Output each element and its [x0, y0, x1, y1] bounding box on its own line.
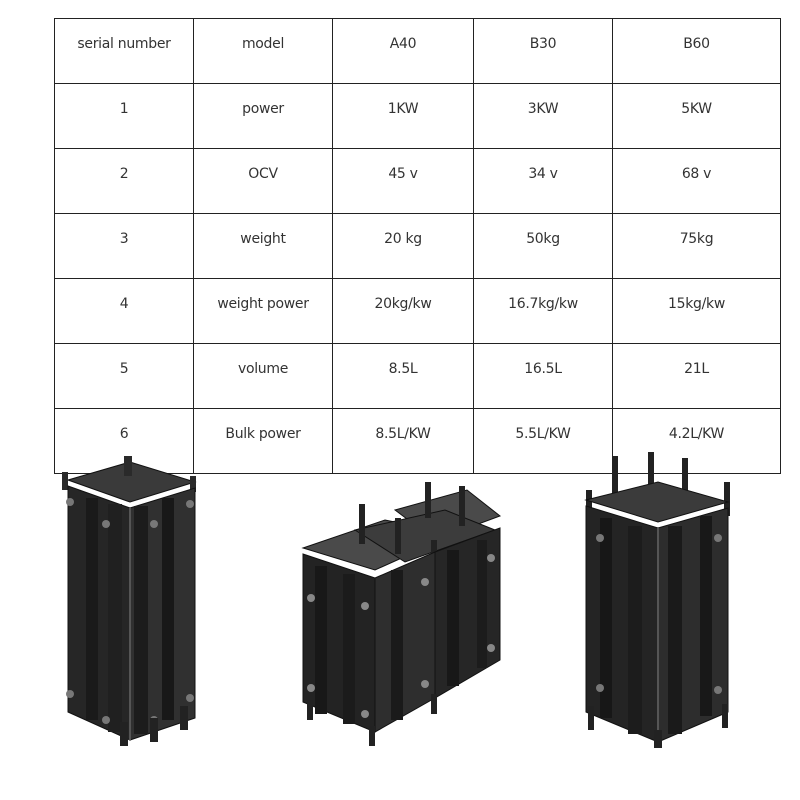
header-cell: B30	[474, 19, 613, 84]
table-cell: 45 v	[333, 149, 474, 214]
table-cell: 3	[55, 214, 194, 279]
table-cell: OCV	[194, 149, 333, 214]
table-cell: 75kg	[613, 214, 781, 279]
table-cell: 50kg	[474, 214, 613, 279]
table-cell: 21L	[613, 344, 781, 409]
table-cell: 5KW	[613, 84, 781, 149]
table-header-row	[55, 19, 781, 84]
table-cell: 34 v	[474, 149, 613, 214]
table-cell: 1KW	[333, 84, 474, 149]
table-cell: 6	[55, 409, 194, 474]
table-cell: weight power	[194, 279, 333, 344]
table-cell: volume	[194, 344, 333, 409]
table-cell: 1	[55, 84, 194, 149]
table-cell: 20 kg	[333, 214, 474, 279]
table-cell: 20kg/kw	[333, 279, 474, 344]
table-cell: power	[194, 84, 333, 149]
table-cell: 68 v	[613, 149, 781, 214]
table-cell: 8.5L	[333, 344, 474, 409]
table-row	[55, 214, 781, 279]
table-cell: 8.5L/KW	[333, 409, 474, 474]
table-cell: 5	[55, 344, 194, 409]
battery-stack-tall-icon	[50, 450, 210, 750]
spec-table	[54, 18, 781, 474]
table-cell: 15kg/kw	[613, 279, 781, 344]
table-cell: 4.2L/KW	[613, 409, 781, 474]
table-row	[55, 84, 781, 149]
table-cell: weight	[194, 214, 333, 279]
header-cell: A40	[333, 19, 474, 84]
header-cell: B60	[613, 19, 781, 84]
table-cell: Bulk power	[194, 409, 333, 474]
table-row	[55, 149, 781, 214]
table-cell: 16.7kg/kw	[474, 279, 613, 344]
table-cell: 16.5L	[474, 344, 613, 409]
header-cell: model	[194, 19, 333, 84]
header-cell: serial number	[55, 19, 194, 84]
table-cell: 2	[55, 149, 194, 214]
table-row	[55, 279, 781, 344]
battery-stack-tall-rods-icon	[578, 450, 748, 750]
table-cell: 3KW	[474, 84, 613, 149]
table-cell: 5.5L/KW	[474, 409, 613, 474]
table-cell: 4	[55, 279, 194, 344]
table-row	[55, 344, 781, 409]
battery-stack-wide-icon	[295, 470, 515, 750]
